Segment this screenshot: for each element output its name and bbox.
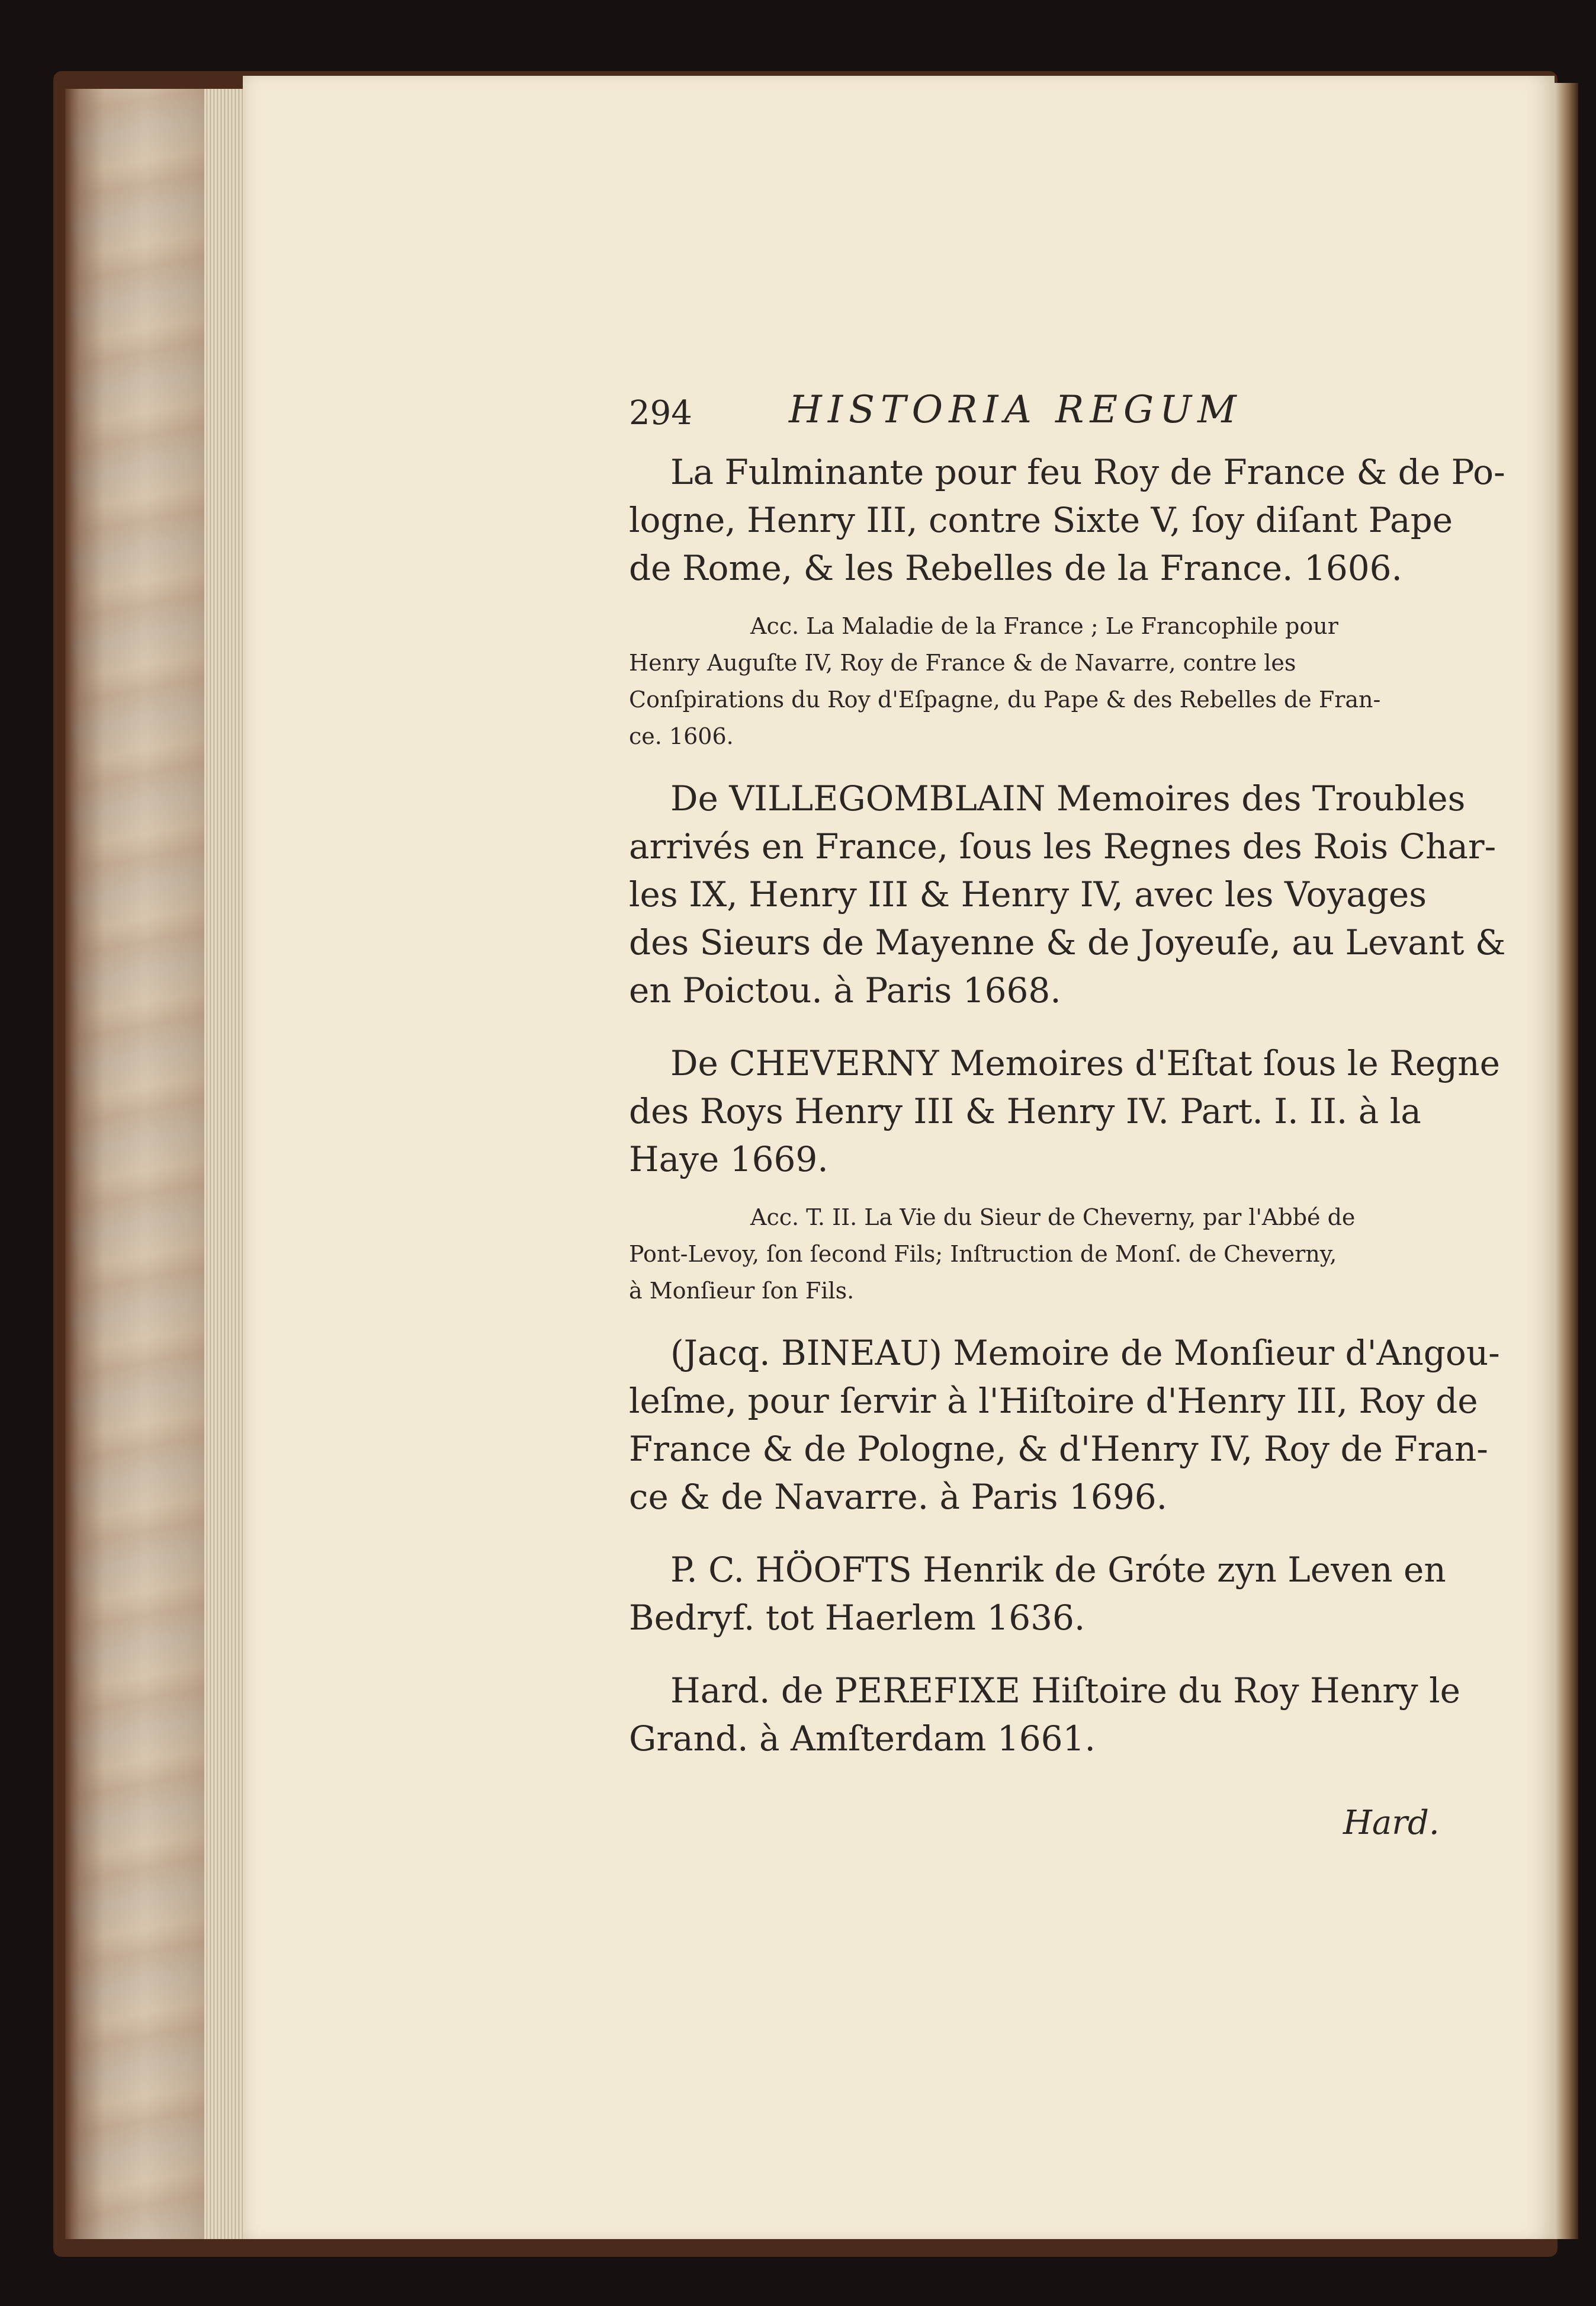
bibliography-entry xyxy=(629,1329,1500,1521)
entry-line: France & de Pologne, & d'Henry IV, Roy de Fran- xyxy=(629,1429,1488,1469)
entry-spacer xyxy=(629,1025,1443,1040)
note-line: Acc. T. II. La Vie du Sieur de Cheverny, par l'Abbé de xyxy=(750,1204,1356,1230)
entry-line: De VILLEGOMBLAIN Memoires des Troubles xyxy=(670,778,1466,819)
entry-line: leſme, pour ſervir à l'Hiſtoire d'Henry III, Roy de xyxy=(629,1381,1478,1421)
note-line: Acc. La Maladie de la France ; Le Francophile pour xyxy=(750,613,1338,639)
entry-line: ce & de Navarre. à Paris 1696. xyxy=(629,1477,1168,1517)
bibliography-entry xyxy=(629,1667,1460,1763)
entry-line: Haye 1669. xyxy=(629,1139,828,1179)
entry-line: logne, Henry III, contre Sixte V, ſoy diſant Pape xyxy=(629,500,1453,540)
entry-line: des Roys Henry III & Henry IV. Part. I. II. à la xyxy=(629,1091,1421,1131)
entry-line: De CHEVERNY Memoires d'Eſtat ſous le Regne xyxy=(670,1043,1500,1083)
entry-line: Grand. à Amſterdam 1661. xyxy=(629,1718,1096,1759)
entry-line: P. C. HÖOFTS Henrik de Gróte zyn Leven en xyxy=(670,1550,1446,1590)
note-line: Henry Auguſte IV, Roy de France & de Navarre, contre les xyxy=(629,650,1296,676)
entry-line: en Poictou. à Paris 1668. xyxy=(629,970,1061,1011)
bibliography-entry xyxy=(629,448,1505,592)
entry-line: (Jacq. BINEAU) Memoire de Monſieur d'Angou- xyxy=(670,1333,1500,1373)
bibliography-entry xyxy=(629,775,1506,1015)
note-line: Conſpirations du Roy d'Eſpagne, du Pape & des Rebelles de Fran- xyxy=(629,687,1381,713)
entry-line: Hard. de PEREFIXE Hiſtoire du Roy Henry le xyxy=(670,1670,1460,1711)
entry-line: Bedryf. tot Haerlem 1636. xyxy=(629,1598,1086,1638)
page-text-block xyxy=(629,388,1506,1773)
note-line: Pont-Levoy, ſon ſecond Fils; Inſtruction de Monſ. de Cheverny, xyxy=(629,1241,1337,1267)
note-line: à Monſieur ſon Fils. xyxy=(629,1278,855,1304)
entry-line: de Rome, & les Rebelles de la France. 1606. xyxy=(629,548,1402,588)
entry-line: La Fulminante pour feu Roy de France & de Po- xyxy=(670,452,1505,492)
bibliography-entry xyxy=(629,1040,1500,1184)
entry-note xyxy=(629,608,1443,755)
entry-line: arrivés en France, ſous les Regnes des Rois Char- xyxy=(629,826,1497,867)
page-number: 294 xyxy=(629,394,692,432)
entry-note xyxy=(629,1199,1443,1309)
catchword: Hard. xyxy=(1343,1804,1440,1842)
entry-line: les IX, Henry III & Henry IV, avec les Voyages xyxy=(629,874,1427,915)
bibliography-entry xyxy=(629,1546,1446,1642)
entry-line: des Sieurs de Mayenne & de Joyeuſe, au Levant & xyxy=(629,922,1506,963)
running-title: HISTORIA REGUM xyxy=(789,388,1242,432)
page-header xyxy=(629,388,1443,441)
facing-page-edge xyxy=(1555,83,1578,2239)
note-line: ce. 1606. xyxy=(629,723,734,749)
entry-spacer xyxy=(629,1653,1443,1667)
entry-spacer xyxy=(629,1532,1443,1546)
page-leaf-edges xyxy=(204,89,246,2239)
